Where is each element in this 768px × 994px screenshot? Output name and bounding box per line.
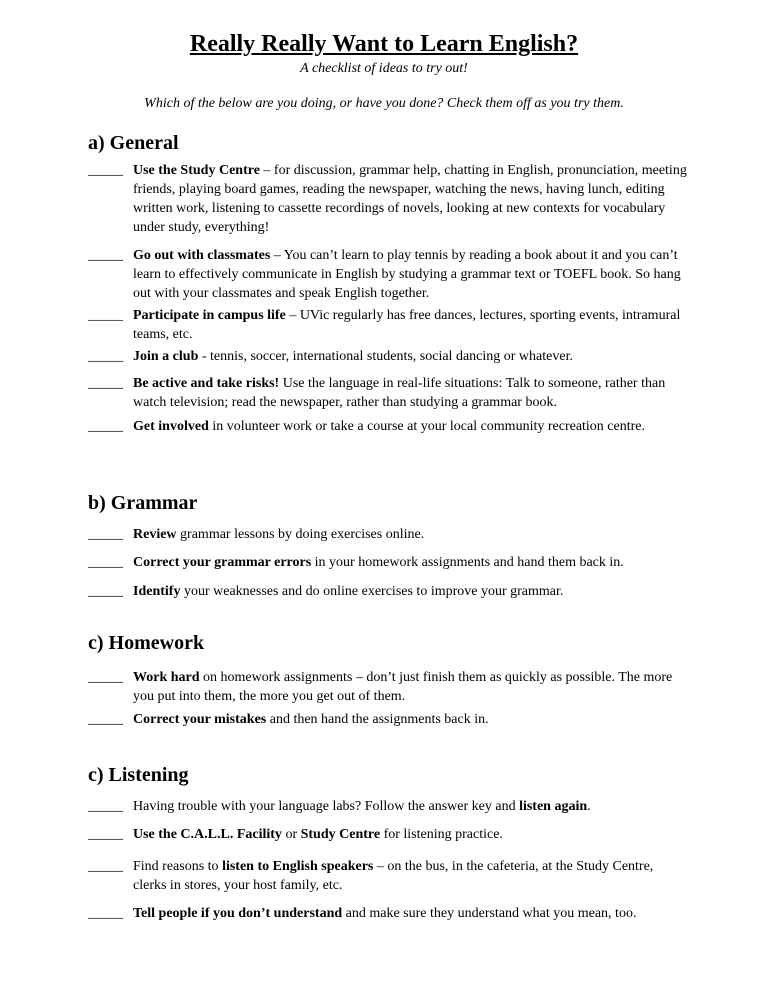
checklist-item — [88, 825, 688, 844]
item-description: on homework assignments – don’t just finish them as quickly as possible. The more you put into them, the more you get out of them. — [133, 670, 673, 704]
checkbox-blank[interactable]: _____ — [88, 527, 123, 542]
item-description: and then hand the assignments back in. — [266, 712, 489, 727]
item-keyword: listen to English speakers — [222, 859, 374, 874]
item-text — [133, 825, 688, 844]
checklist-item — [88, 525, 688, 544]
item-keyword: Work hard — [133, 670, 200, 685]
checkbox-blank[interactable]: _____ — [88, 163, 123, 178]
checklist-item — [88, 904, 688, 923]
item-keyword: Review — [133, 527, 177, 542]
item-description-lead: Find reasons to — [133, 859, 223, 874]
checklist-item — [88, 161, 688, 237]
checkbox-blank[interactable]: _____ — [88, 670, 123, 685]
item-keyword: Identify — [133, 584, 181, 599]
instructions-text: Which of the below are you doing, or have you done? Check them off as you try them. — [144, 96, 624, 111]
page-title: Really Really Want to Learn English? — [189, 31, 579, 57]
checklist-item — [88, 710, 688, 729]
checklist-item — [88, 668, 688, 706]
checkbox-blank[interactable]: _____ — [88, 906, 123, 921]
item-text — [133, 417, 688, 436]
item-description: Use the language in real-life situations: Talk to someone, rather than watch television; read the newspaper, rather than studying a grammar book. — [133, 376, 666, 410]
item-text — [133, 582, 688, 601]
item-keyword: Correct your grammar errors — [133, 555, 312, 570]
item-text — [133, 306, 688, 344]
item-text — [133, 904, 688, 923]
item-keyword: Correct your mistakes — [133, 712, 267, 727]
checklist-item — [88, 553, 688, 572]
checkbox-blank[interactable]: _____ — [88, 859, 123, 874]
checkbox-blank[interactable]: _____ — [88, 349, 123, 364]
checklist-item — [88, 306, 688, 344]
item-keyword: Tell people if you don’t understand — [133, 906, 343, 921]
item-text — [133, 797, 688, 816]
item-description: – for discussion, grammar help, chatting in English, pronunciation, meeting friends, playing board games, reading the newspaper, watching the news, having lunch, editing written work, listening to cassette recordings of novels, looking at new contexts for vocabulary under study, everything! — [133, 163, 687, 235]
checkbox-blank[interactable]: _____ — [88, 376, 123, 391]
item-keyword: Get involved — [133, 419, 209, 434]
checkbox-blank[interactable]: _____ — [88, 827, 123, 842]
page-subtitle: A checklist of ideas to try out! — [300, 61, 468, 76]
checklist-item — [88, 582, 688, 601]
item-text — [133, 668, 688, 706]
section-heading-homework: c) Homework — [88, 632, 205, 654]
item-keyword: Use the C.A.L.L. Facility — [133, 827, 282, 842]
item-text — [133, 525, 688, 544]
checkbox-blank[interactable]: _____ — [88, 584, 123, 599]
item-keyword: Join a club — [133, 349, 199, 364]
item-description-mid: or — [281, 827, 301, 842]
item-text — [133, 553, 688, 572]
item-keyword-secondary: Study Centre — [300, 827, 381, 842]
checkbox-blank[interactable]: _____ — [88, 308, 123, 323]
item-description: – You can’t learn to play tennis by reading a book about it and you can’t learn to effectively communicate in English by studying a grammar text or TOEFL book. So hang out with your classmates and speak English together. — [133, 248, 681, 301]
checklist-item — [88, 417, 688, 436]
item-description-lead: Having trouble with your language labs? Follow the answer key and — [133, 799, 520, 814]
section-heading-listening: c) Listening — [88, 764, 189, 786]
item-text — [133, 857, 688, 895]
checkbox-blank[interactable]: _____ — [88, 248, 123, 263]
item-description: grammar lessons by doing exercises online. — [176, 527, 425, 542]
item-text — [133, 246, 688, 303]
checkbox-blank[interactable]: _____ — [88, 555, 123, 570]
item-description: and make sure they understand what you mean, too. — [342, 906, 637, 921]
checkbox-blank[interactable]: _____ — [88, 799, 123, 814]
item-description: - tennis, soccer, international students, social dancing or whatever. — [198, 349, 573, 364]
checklist-item — [88, 374, 688, 412]
item-description: for listening practice. — [380, 827, 503, 842]
checklist-item — [88, 246, 688, 303]
checklist-item — [88, 347, 688, 366]
item-description: your weaknesses and do online exercises to improve your grammar. — [180, 584, 564, 599]
item-keyword: listen again — [519, 799, 588, 814]
item-description: in volunteer work or take a course at your local community recreation centre. — [208, 419, 646, 434]
item-description: – on the bus, in the cafeteria, at the Study Centre, clerks in stores, your host family, etc. — [133, 859, 654, 893]
item-keyword: Be active and take risks! — [133, 376, 280, 391]
section-heading-general: a) General — [88, 132, 179, 154]
item-text — [133, 374, 688, 412]
item-keyword: Go out with classmates — [133, 248, 271, 263]
item-description: – UVic regularly has free dances, lectures, sporting events, intramural teams, etc. — [133, 308, 681, 342]
item-description: . — [587, 799, 591, 814]
item-text — [133, 710, 688, 729]
checklist-item — [88, 797, 688, 816]
section-heading-grammar: b) Grammar — [88, 492, 198, 514]
checkbox-blank[interactable]: _____ — [88, 712, 123, 727]
item-keyword: Use the Study Centre — [133, 163, 260, 178]
item-description: in your homework assignments and hand them back in. — [311, 555, 624, 570]
checklist-item — [88, 857, 688, 895]
item-keyword: Participate in campus life — [133, 308, 286, 323]
checkbox-blank[interactable]: _____ — [88, 419, 123, 434]
item-text — [133, 347, 688, 366]
item-text — [133, 161, 688, 237]
